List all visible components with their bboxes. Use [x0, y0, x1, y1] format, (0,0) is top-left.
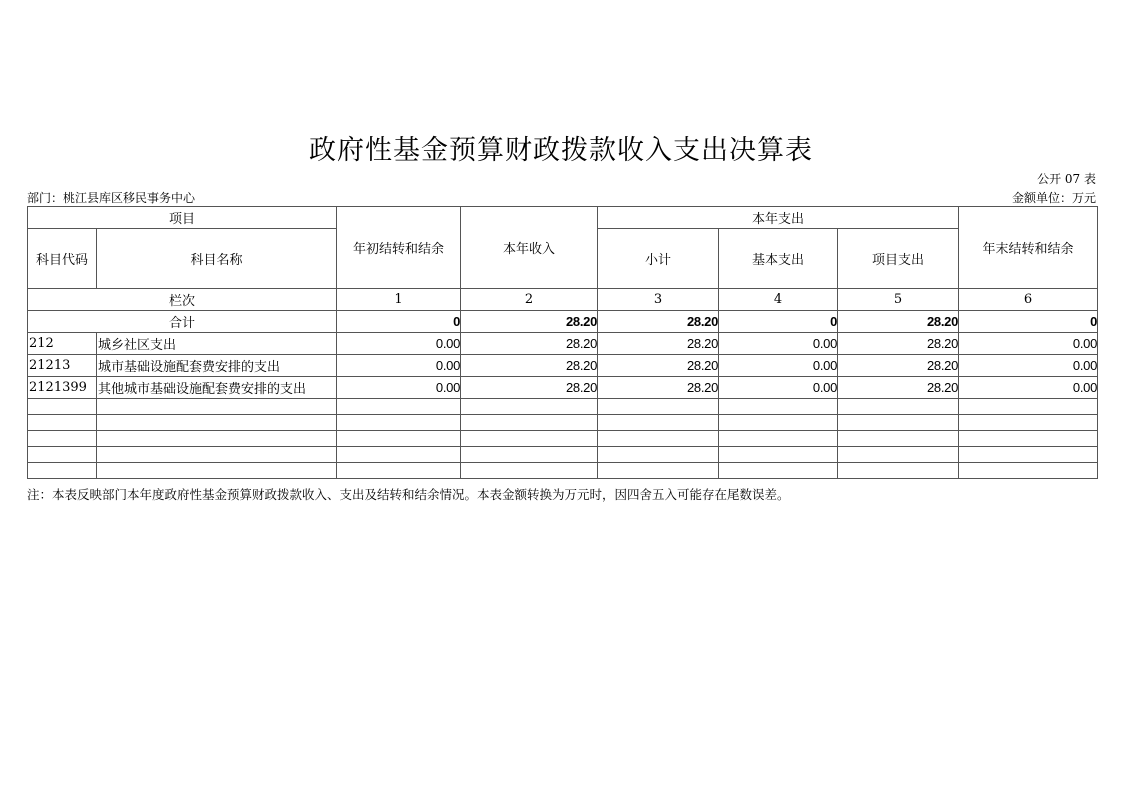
amount-cell: 28.20 — [598, 333, 719, 355]
table-row — [28, 355, 1098, 377]
total-cell: 28.20 — [461, 311, 598, 333]
total-cell: 0 — [337, 311, 461, 333]
header-begin-balance: 年初结转和结余 — [337, 207, 461, 289]
header-row-1 — [28, 207, 1098, 229]
subject-name: 其他城市基础设施配套费安排的支出 — [97, 377, 337, 399]
department-label: 部门：桃江县库区移民事务中心 — [27, 191, 196, 205]
amount-cell: 0.00 — [719, 377, 838, 399]
amount-cell: 0.00 — [959, 355, 1098, 377]
report-title: 政府性基金预算财政拨款收入支出决算表 — [309, 135, 813, 166]
empty-row — [28, 447, 1098, 463]
amount-cell: 28.20 — [461, 377, 598, 399]
amount-cell: 28.20 — [598, 355, 719, 377]
header-expense: 本年支出 — [598, 207, 959, 229]
empty-row — [28, 463, 1098, 479]
column-label: 栏次 — [28, 289, 337, 311]
total-cell: 28.20 — [598, 311, 719, 333]
amount-cell: 28.20 — [461, 355, 598, 377]
header-item: 项目 — [28, 207, 337, 229]
budget-table — [27, 206, 1098, 479]
subject-name: 城市基础设施配套费安排的支出 — [97, 355, 337, 377]
subject-name: 城乡社区支出 — [97, 333, 337, 355]
empty-row — [28, 415, 1098, 431]
amount-cell: 28.20 — [461, 333, 598, 355]
total-label: 合计 — [28, 311, 337, 333]
total-cell: 0 — [719, 311, 838, 333]
amount-cell: 28.20 — [838, 355, 959, 377]
empty-row — [28, 399, 1098, 415]
header-name: 科目名称 — [97, 229, 337, 289]
column-number: 5 — [838, 289, 959, 311]
amount-cell: 28.20 — [598, 377, 719, 399]
amount-cell: 28.20 — [838, 377, 959, 399]
total-cell: 0 — [959, 311, 1098, 333]
amount-cell: 0.00 — [719, 355, 838, 377]
amount-cell: 0.00 — [337, 355, 461, 377]
total-cell: 28.20 — [838, 311, 959, 333]
table-row — [28, 333, 1098, 355]
amount-cell: 28.20 — [838, 333, 959, 355]
header-project: 项目支出 — [838, 229, 959, 289]
subject-code: 2121399 — [28, 377, 97, 399]
column-number: 4 — [719, 289, 838, 311]
amount-cell: 0.00 — [719, 333, 838, 355]
column-number: 1 — [337, 289, 461, 311]
header-income: 本年收入 — [461, 207, 598, 289]
column-number: 6 — [959, 289, 1098, 311]
amount-unit-label: 金额单位：万元 — [1011, 191, 1096, 205]
form-number: 公开 07 表 — [1037, 172, 1096, 186]
subject-code: 212 — [28, 333, 97, 355]
table-note: 注：本表反映部门本年度政府性基金预算财政拨款收入、支出及结转和结余情况。本表金额转换为万元时，因四舍五入可能存在尾数误差。 — [27, 487, 790, 502]
column-number-row — [28, 289, 1098, 311]
total-row — [28, 311, 1098, 333]
empty-row — [28, 431, 1098, 447]
column-number: 3 — [598, 289, 719, 311]
amount-cell: 0.00 — [959, 333, 1098, 355]
amount-cell: 0.00 — [959, 377, 1098, 399]
header-subtotal: 小计 — [598, 229, 719, 289]
column-number: 2 — [461, 289, 598, 311]
table-row — [28, 377, 1098, 399]
header-code: 科目代码 — [28, 229, 97, 289]
header-basic: 基本支出 — [719, 229, 838, 289]
subject-code: 21213 — [28, 355, 97, 377]
amount-cell: 0.00 — [337, 377, 461, 399]
amount-cell: 0.00 — [337, 333, 461, 355]
header-end-balance: 年末结转和结余 — [959, 207, 1098, 289]
